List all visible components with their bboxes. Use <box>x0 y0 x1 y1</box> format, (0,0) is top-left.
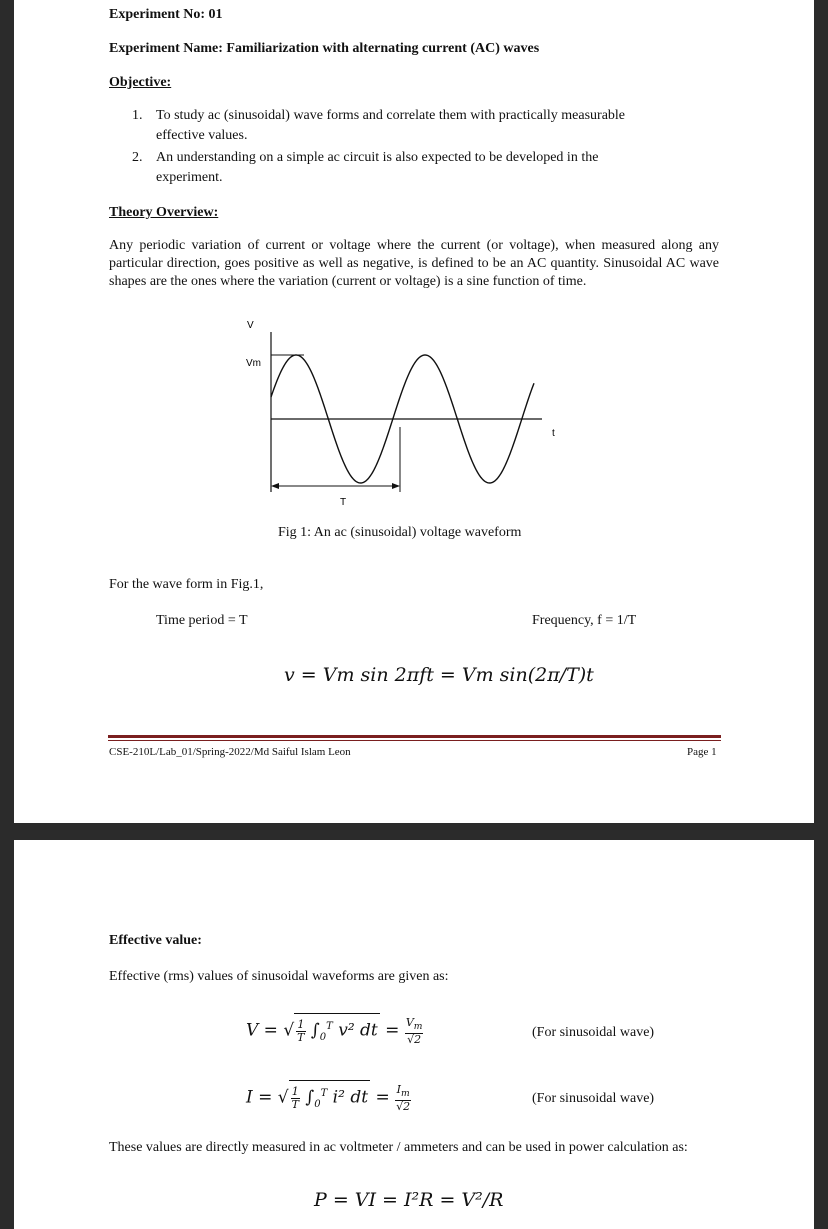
objective-1-line-1: To study ac (sinusoidal) wave forms and correlate them with practically measurable <box>156 108 626 123</box>
theory-heading: Theory Overview: <box>109 205 219 220</box>
document-page-1 <box>14 0 814 823</box>
t-label: t <box>552 428 555 439</box>
period-arrow-right-head <box>392 483 400 489</box>
objective-1-line-2: effective values. <box>156 128 248 143</box>
period-label: T <box>340 497 347 508</box>
rms-voltage-equation: V = √ $\frac{1}{T}$ $\int_0^T$ v² dt = $\frac{V_m}{√2}$ <box>246 1013 423 1051</box>
objective-2-line-1: An understanding on a simple ac circuit is also expected to be developed in the <box>156 150 599 165</box>
objective-heading: Objective: <box>109 75 172 90</box>
effective-heading: Effective value: <box>109 933 202 948</box>
time-period: Time period = T <box>156 613 248 628</box>
period-arrow-left-head <box>271 483 279 489</box>
rms-current-equation-text: I = √((1/T)∫₀ᵀ i² dt) = Im/√2 <box>109 890 121 891</box>
sine-waveform-figure <box>234 312 574 512</box>
wave-intro: For the wave form in Fig.1, <box>109 577 264 592</box>
objective-1-number: 1. <box>132 108 143 123</box>
objective-2-number: 2. <box>132 150 143 165</box>
theory-paragraph: Any periodic variation of current or voltage where the current (or voltage), when measured along any particular direction, goes positive as well as negative, is defined to be an AC quantity. Sinusoidal AC wave shapes are the ones where the variation (current or voltage) is a sine function of time. <box>109 238 719 289</box>
footer-rule-thick <box>108 735 721 738</box>
footer-page-number: Page 1 <box>687 746 717 758</box>
frequency: Frequency, f = 1/T <box>532 613 637 628</box>
document-page-2 <box>14 840 814 1229</box>
experiment-name: Experiment Name: Familiarization with alternating current (AC) waves <box>109 41 540 56</box>
objective-2-line-2: experiment. <box>156 170 223 185</box>
y-axis-label: V <box>247 320 254 331</box>
note-sinusoidal-i: (For sinusoidal wave) <box>532 1091 655 1106</box>
rms-current-equation: I = √ $\frac{1}{T}$ $\int_0^T$ i² dt = $\frac{I_m}{√2}$ <box>246 1080 411 1118</box>
footer-rule-thin <box>108 740 721 741</box>
figure-caption: Fig 1: An ac (sinusoidal) voltage waveform <box>278 525 522 540</box>
power-equation: P = VI = I²R = V²/R <box>314 1189 504 1211</box>
vm-label: Vm <box>246 358 261 369</box>
note-sinusoidal-v: (For sinusoidal wave) <box>532 1025 655 1040</box>
experiment-number: Experiment No: 01 <box>109 7 223 22</box>
measurement-paragraph: These values are directly measured in ac voltmeter / ammeters and can be used in power calculation as: <box>109 1140 688 1155</box>
effective-intro: Effective (rms) values of sinusoidal waveforms are given as: <box>109 969 449 984</box>
voltage-equation: v = Vm sin 2πft = Vm sin(2π/T)t <box>284 664 594 686</box>
footer-left: CSE-210L/Lab_01/Spring-2022/Md Saiful Islam Leon <box>109 746 351 758</box>
rms-voltage-equation-text: V = √((1/T)∫₀ᵀ v² dt) = Vm/√2 <box>109 880 121 881</box>
